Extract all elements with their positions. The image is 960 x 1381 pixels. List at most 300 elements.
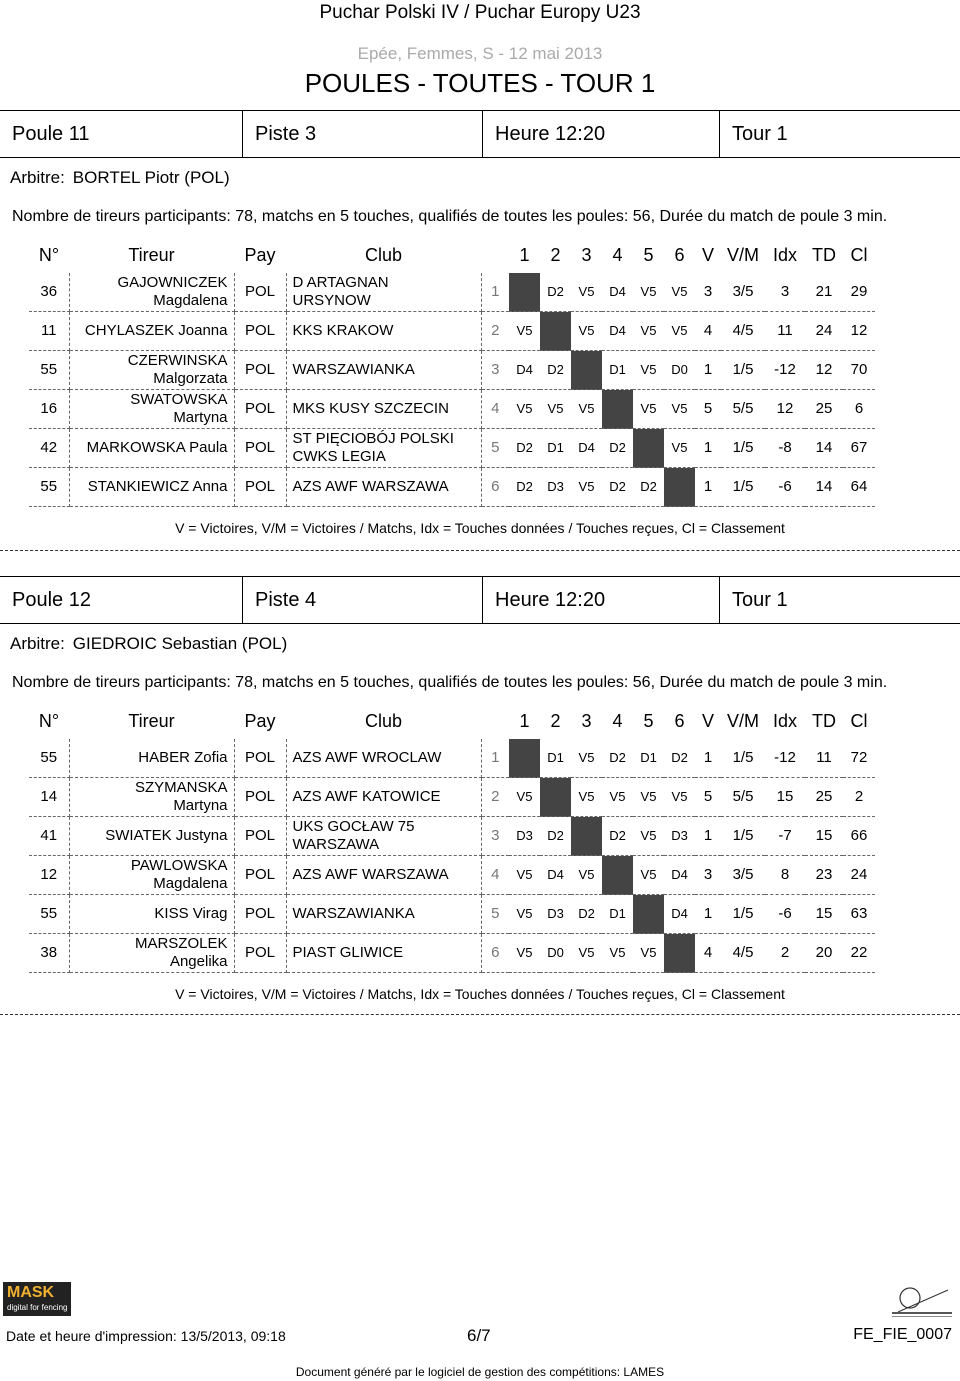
separator xyxy=(0,550,960,551)
touches-given: 25 xyxy=(805,390,843,429)
fencer-name-line: Angelika xyxy=(169,953,228,970)
club-name-line: ST PIĘCIOBÓJ POLSKI xyxy=(292,430,454,447)
fencer-name-line: Martyna xyxy=(173,797,228,814)
fencer-name-line: PAWLOWSKA xyxy=(130,857,228,874)
column-header: 6 xyxy=(674,710,685,731)
bout-result: V5 xyxy=(664,778,695,817)
fencer-country: POL xyxy=(234,739,286,778)
bout-result: V5 xyxy=(571,739,602,778)
victories: 1 xyxy=(695,895,721,934)
bout-result: V5 xyxy=(571,856,602,895)
table-row xyxy=(29,739,875,778)
bout-result: D2 xyxy=(602,739,633,778)
bout-self-cell xyxy=(540,312,571,351)
indicator: 11 xyxy=(765,312,805,351)
document-code: FE_FIE_0007 xyxy=(853,1326,952,1343)
column-header: Club xyxy=(364,244,403,265)
pool-poule: Poule 11 xyxy=(0,111,243,157)
fencer-number: 55 xyxy=(29,739,69,778)
indicator: -6 xyxy=(765,895,805,934)
club-name-line: CWKS LEGIA xyxy=(292,448,386,465)
bout-result: D2 xyxy=(540,817,571,856)
bout-result: D1 xyxy=(540,429,571,468)
bout-result: D2 xyxy=(509,429,540,468)
column-header: N° xyxy=(38,244,60,265)
legend: V = Victoires, V/M = Victoires / Matchs, Idx = Touches données / Touches reçues, Cl = Classement xyxy=(175,986,785,1002)
fencer-name xyxy=(69,895,234,934)
bout-result: D1 xyxy=(633,739,664,778)
fencer-club xyxy=(286,739,481,778)
bout-result: D4 xyxy=(602,273,633,312)
table-row xyxy=(29,312,875,351)
bout-result: V5 xyxy=(571,390,602,429)
pool-position: 6 xyxy=(481,468,509,507)
bout-result: D0 xyxy=(664,351,695,390)
pool-piste: Piste 3 xyxy=(243,111,483,157)
table-row xyxy=(29,817,875,856)
bout-result: D2 xyxy=(602,817,633,856)
pool-position: 1 xyxy=(481,739,509,778)
fencer-name xyxy=(69,429,234,468)
fencer-name-line: MARSZOLEK xyxy=(134,935,228,952)
fencer-club xyxy=(286,468,481,507)
pool-info: Nombre de tireurs participants: 78, matchs en 5 touches, qualifiés de toutes les poules: 56, Durée du match de poule 3 min. xyxy=(12,208,888,225)
touches-given: 11 xyxy=(805,739,843,778)
fencer-name-line: SWATOWSKA xyxy=(130,391,228,408)
bout-self-cell xyxy=(633,429,664,468)
fencer-name xyxy=(69,468,234,507)
column-header: 1 xyxy=(519,710,530,731)
bout-result: D3 xyxy=(664,817,695,856)
bout-result: D4 xyxy=(571,429,602,468)
club-name-line: WARSZAWIANKA xyxy=(292,905,415,922)
referee-label: Arbitre: xyxy=(10,634,65,653)
pool-position: 4 xyxy=(481,856,509,895)
club-name-line: D ARTAGNAN xyxy=(292,274,389,291)
bout-result: D1 xyxy=(602,351,633,390)
bout-self-cell xyxy=(664,934,695,973)
fencer-country: POL xyxy=(234,856,286,895)
indicator: 8 xyxy=(765,856,805,895)
pool-position: 3 xyxy=(481,351,509,390)
fencer-club xyxy=(286,312,481,351)
indicator: -6 xyxy=(765,468,805,507)
bout-result: V5 xyxy=(571,778,602,817)
fencer-country: POL xyxy=(234,390,286,429)
ranking: 29 xyxy=(843,273,875,312)
fencer-name-line: HABER Zofia xyxy=(138,749,228,766)
pool-position: 3 xyxy=(481,817,509,856)
victories: 1 xyxy=(695,739,721,778)
fencer-number: 42 xyxy=(29,429,69,468)
bout-result: D3 xyxy=(509,817,540,856)
table-header-row xyxy=(29,703,875,739)
column-header: V xyxy=(701,244,714,265)
victories: 5 xyxy=(695,778,721,817)
victories-ratio: 1/5 xyxy=(721,739,765,778)
fencer-name-line: SZYMANSKA xyxy=(134,779,228,796)
victories-ratio: 5/5 xyxy=(721,390,765,429)
victories: 1 xyxy=(695,817,721,856)
ranking: 66 xyxy=(843,817,875,856)
bout-result: V5 xyxy=(509,856,540,895)
bout-result: D2 xyxy=(602,429,633,468)
column-header: 3 xyxy=(581,710,592,731)
victories: 1 xyxy=(695,468,721,507)
pool-info: Nombre de tireurs participants: 78, matchs en 5 touches, qualifiés de toutes les poules: 56, Durée du match de poule 3 min. xyxy=(12,674,888,691)
fencer-number: 14 xyxy=(29,778,69,817)
print-date: Date et heure d'impression: 13/5/2013, 09:18 xyxy=(6,1328,286,1344)
bout-result: V5 xyxy=(664,429,695,468)
pool-table xyxy=(29,237,875,507)
fencer-name-line: MARKOWSKA Paula xyxy=(86,439,228,456)
column-header: Idx xyxy=(772,710,797,731)
fencer-club xyxy=(286,273,481,312)
victories: 1 xyxy=(695,429,721,468)
bout-result: V5 xyxy=(633,856,664,895)
pool-position: 5 xyxy=(481,429,509,468)
bout-result: D3 xyxy=(540,895,571,934)
fencer-number: 36 xyxy=(29,273,69,312)
bout-self-cell xyxy=(571,817,602,856)
indicator: 2 xyxy=(765,934,805,973)
column-header: N° xyxy=(38,710,60,731)
touches-given: 14 xyxy=(805,468,843,507)
table-row xyxy=(29,390,875,429)
column-header: Pay xyxy=(244,244,276,265)
fencer-club xyxy=(286,778,481,817)
victories-ratio: 5/5 xyxy=(721,778,765,817)
referee-line xyxy=(10,634,287,654)
fencer-country: POL xyxy=(234,429,286,468)
bout-result: D2 xyxy=(540,351,571,390)
column-header: Pay xyxy=(244,710,276,731)
pool-header xyxy=(0,110,960,158)
bout-result: D1 xyxy=(540,739,571,778)
victories-ratio: 4/5 xyxy=(721,934,765,973)
bout-result: D4 xyxy=(602,312,633,351)
header-blank xyxy=(481,237,509,273)
bout-result: D1 xyxy=(602,895,633,934)
referee-line xyxy=(10,168,230,188)
victories: 1 xyxy=(695,351,721,390)
competition-title: Puchar Polski IV / Puchar Europy U23 xyxy=(319,2,641,23)
fencer-country: POL xyxy=(234,817,286,856)
column-header: Cl xyxy=(850,710,868,731)
bout-result: V5 xyxy=(509,312,540,351)
table-row xyxy=(29,934,875,973)
header-blank xyxy=(481,703,509,739)
fencer-name xyxy=(69,312,234,351)
bout-result: V5 xyxy=(664,273,695,312)
table-row xyxy=(29,895,875,934)
fencer-country: POL xyxy=(234,312,286,351)
fencer-name-line: GAJOWNICZEK xyxy=(117,274,228,291)
fencer-name-line: Magdalena xyxy=(153,875,228,892)
fencer-name-line: SWIATEK Justyna xyxy=(105,827,228,844)
bout-result: D4 xyxy=(664,895,695,934)
generator-note: Document généré par le logiciel de gestion des compétitions: LAMES xyxy=(295,1365,665,1379)
club-name-line: WARSZAWIANKA xyxy=(292,361,415,378)
bout-self-cell xyxy=(540,778,571,817)
bout-result: D2 xyxy=(602,468,633,507)
column-header: 2 xyxy=(550,244,561,265)
fencer-country: POL xyxy=(234,778,286,817)
fencer-name xyxy=(69,934,234,973)
fencer-name xyxy=(69,817,234,856)
column-header: V/M xyxy=(726,710,759,731)
competition-subtitle: Epée, Femmes, S - 12 mai 2013 xyxy=(357,44,603,63)
touches-given: 25 xyxy=(805,778,843,817)
bout-result: D4 xyxy=(664,856,695,895)
ranking: 2 xyxy=(843,778,875,817)
club-name-line: AZS AWF KATOWICE xyxy=(292,788,441,805)
fie-logo-icon xyxy=(888,1284,956,1320)
ranking: 67 xyxy=(843,429,875,468)
bout-result: D2 xyxy=(540,273,571,312)
fencer-club xyxy=(286,390,481,429)
ranking: 70 xyxy=(843,351,875,390)
bout-result: V5 xyxy=(664,312,695,351)
victories: 4 xyxy=(695,934,721,973)
bout-result: V5 xyxy=(602,934,633,973)
victories-ratio: 1/5 xyxy=(721,895,765,934)
page-number: 6/7 xyxy=(467,1326,491,1345)
club-name-line: MKS KUSY SZCZECIN xyxy=(292,400,449,417)
ranking: 63 xyxy=(843,895,875,934)
bout-self-cell xyxy=(509,739,540,778)
fencer-number: 16 xyxy=(29,390,69,429)
club-name-line: AZS AWF WARSZAWA xyxy=(292,866,449,883)
fencer-number: 55 xyxy=(29,895,69,934)
fencer-country: POL xyxy=(234,895,286,934)
fencer-country: POL xyxy=(234,934,286,973)
club-name-line: URSYNOW xyxy=(292,292,371,309)
pool-heure: Heure 12:20 xyxy=(483,577,720,623)
column-header: TD xyxy=(812,710,836,731)
legend: V = Victoires, V/M = Victoires / Matchs, Idx = Touches données / Touches reçues, Cl = Classement xyxy=(175,520,785,536)
fencer-number: 12 xyxy=(29,856,69,895)
fencer-club xyxy=(286,934,481,973)
indicator: -12 xyxy=(765,351,805,390)
pool-tour: Tour 1 xyxy=(732,123,788,145)
victories-ratio: 3/5 xyxy=(721,273,765,312)
fencer-country: POL xyxy=(234,468,286,507)
bout-result: V5 xyxy=(633,312,664,351)
club-name-line: WARSZAWA xyxy=(292,836,380,853)
ranking: 12 xyxy=(843,312,875,351)
fencer-country: POL xyxy=(234,273,286,312)
pool-position: 4 xyxy=(481,390,509,429)
column-header: 1 xyxy=(519,244,530,265)
table-row xyxy=(29,468,875,507)
victories: 3 xyxy=(695,273,721,312)
table-row xyxy=(29,351,875,390)
bout-result: V5 xyxy=(571,468,602,507)
bout-result: V5 xyxy=(633,934,664,973)
referee-name: BORTEL Piotr (POL) xyxy=(72,168,230,187)
separator xyxy=(0,1014,960,1015)
victories-ratio: 1/5 xyxy=(721,468,765,507)
fencer-country: POL xyxy=(234,351,286,390)
indicator: -12 xyxy=(765,739,805,778)
bout-result: V5 xyxy=(571,273,602,312)
fencer-number: 11 xyxy=(29,312,69,351)
page-title: POULES - TOUTES - TOUR 1 xyxy=(304,68,656,98)
victories-ratio: 4/5 xyxy=(721,312,765,351)
victories-ratio: 1/5 xyxy=(721,817,765,856)
column-header: 4 xyxy=(612,244,623,265)
club-name-line: UKS GOCŁAW 75 xyxy=(292,818,415,835)
column-header: 3 xyxy=(581,244,592,265)
fencer-club xyxy=(286,856,481,895)
pool-position: 1 xyxy=(481,273,509,312)
bout-result: D3 xyxy=(540,468,571,507)
indicator: -8 xyxy=(765,429,805,468)
touches-given: 14 xyxy=(805,429,843,468)
fencer-name xyxy=(69,778,234,817)
bout-self-cell xyxy=(602,856,633,895)
bout-result: V5 xyxy=(633,390,664,429)
fencer-name xyxy=(69,351,234,390)
bout-self-cell xyxy=(633,895,664,934)
touches-given: 24 xyxy=(805,312,843,351)
ranking: 24 xyxy=(843,856,875,895)
bout-result: V5 xyxy=(571,934,602,973)
table-row xyxy=(29,778,875,817)
column-header: 5 xyxy=(643,710,654,731)
pool-table xyxy=(29,703,875,973)
bout-result: V5 xyxy=(571,312,602,351)
touches-given: 15 xyxy=(805,817,843,856)
fencer-name xyxy=(69,856,234,895)
bout-result: V5 xyxy=(664,390,695,429)
pool-header xyxy=(0,576,960,624)
pool-poule: Poule 12 xyxy=(0,577,243,623)
touches-given: 15 xyxy=(805,895,843,934)
touches-given: 20 xyxy=(805,934,843,973)
indicator: 3 xyxy=(765,273,805,312)
column-header: V xyxy=(701,710,714,731)
pool-position: 2 xyxy=(481,778,509,817)
bout-result: D2 xyxy=(633,468,664,507)
bout-result: D4 xyxy=(540,856,571,895)
column-header: 5 xyxy=(643,244,654,265)
table-header-row xyxy=(29,237,875,273)
column-header: 4 xyxy=(612,710,623,731)
indicator: 15 xyxy=(765,778,805,817)
column-header: V/M xyxy=(726,244,759,265)
bout-result: V5 xyxy=(540,390,571,429)
victories: 4 xyxy=(695,312,721,351)
table-row xyxy=(29,429,875,468)
fencer-name-line: Malgorzata xyxy=(153,370,228,387)
bout-result: V5 xyxy=(633,273,664,312)
fencer-club xyxy=(286,817,481,856)
bout-result: V5 xyxy=(602,778,633,817)
ranking: 72 xyxy=(843,739,875,778)
column-header: Tireur xyxy=(128,710,175,731)
indicator: -7 xyxy=(765,817,805,856)
bout-self-cell xyxy=(509,273,540,312)
bout-self-cell xyxy=(571,351,602,390)
bout-result: D2 xyxy=(664,739,695,778)
column-header: Club xyxy=(364,710,403,731)
fencer-name-line: KISS Virag xyxy=(154,905,228,922)
indicator: 12 xyxy=(765,390,805,429)
ranking: 22 xyxy=(843,934,875,973)
victories: 5 xyxy=(695,390,721,429)
pool-position: 5 xyxy=(481,895,509,934)
touches-given: 12 xyxy=(805,351,843,390)
ranking: 64 xyxy=(843,468,875,507)
column-header: Cl xyxy=(850,244,868,265)
fencer-club xyxy=(286,895,481,934)
victories-ratio: 1/5 xyxy=(721,429,765,468)
club-name-line: PIAST GLIWICE xyxy=(292,944,404,961)
referee-name: GIEDROIC Sebastian (POL) xyxy=(72,634,288,653)
fencer-number: 55 xyxy=(29,351,69,390)
club-name-line: KKS KRAKOW xyxy=(292,322,394,339)
fencer-name xyxy=(69,390,234,429)
column-header: 2 xyxy=(550,710,561,731)
bout-self-cell xyxy=(664,468,695,507)
pool-piste: Piste 4 xyxy=(243,577,483,623)
bout-result: D0 xyxy=(540,934,571,973)
fencer-name xyxy=(69,739,234,778)
bout-self-cell xyxy=(602,390,633,429)
fencer-number: 38 xyxy=(29,934,69,973)
victories-ratio: 1/5 xyxy=(721,351,765,390)
referee-label: Arbitre: xyxy=(10,168,65,187)
victories: 3 xyxy=(695,856,721,895)
fencer-club xyxy=(286,429,481,468)
bout-result: V5 xyxy=(509,390,540,429)
bout-result: D2 xyxy=(571,895,602,934)
bout-result: V5 xyxy=(633,778,664,817)
bout-result: D4 xyxy=(509,351,540,390)
table-row xyxy=(29,856,875,895)
pool-position: 6 xyxy=(481,934,509,973)
fencer-number: 41 xyxy=(29,817,69,856)
touches-given: 23 xyxy=(805,856,843,895)
victories-ratio: 3/5 xyxy=(721,856,765,895)
bout-result: D2 xyxy=(509,468,540,507)
bout-result: V5 xyxy=(509,895,540,934)
fencer-name-line: CHYLASZEK Joanna xyxy=(84,322,228,339)
fencer-club xyxy=(286,351,481,390)
column-header: 6 xyxy=(674,244,685,265)
column-header: Idx xyxy=(772,244,797,265)
bout-result: V5 xyxy=(509,778,540,817)
mask-logo: MASK digital for fencing xyxy=(3,1282,71,1316)
touches-given: 21 xyxy=(805,273,843,312)
column-header: TD xyxy=(812,244,836,265)
bout-result: V5 xyxy=(509,934,540,973)
bout-result: V5 xyxy=(633,817,664,856)
fencer-name-line: Magdalena xyxy=(153,292,228,309)
pool-position: 2 xyxy=(481,312,509,351)
fencer-name-line: Martyna xyxy=(173,409,228,426)
pool-heure: Heure 12:20 xyxy=(483,111,720,157)
club-name-line: AZS AWF WROCLAW xyxy=(292,749,442,766)
ranking: 6 xyxy=(843,390,875,429)
column-header: Tireur xyxy=(128,244,175,265)
club-name-line: AZS AWF WARSZAWA xyxy=(292,478,449,495)
fencer-name-line: STANKIEWICZ Anna xyxy=(87,478,228,495)
pool-tour: Tour 1 xyxy=(732,589,788,611)
fencer-number: 55 xyxy=(29,468,69,507)
